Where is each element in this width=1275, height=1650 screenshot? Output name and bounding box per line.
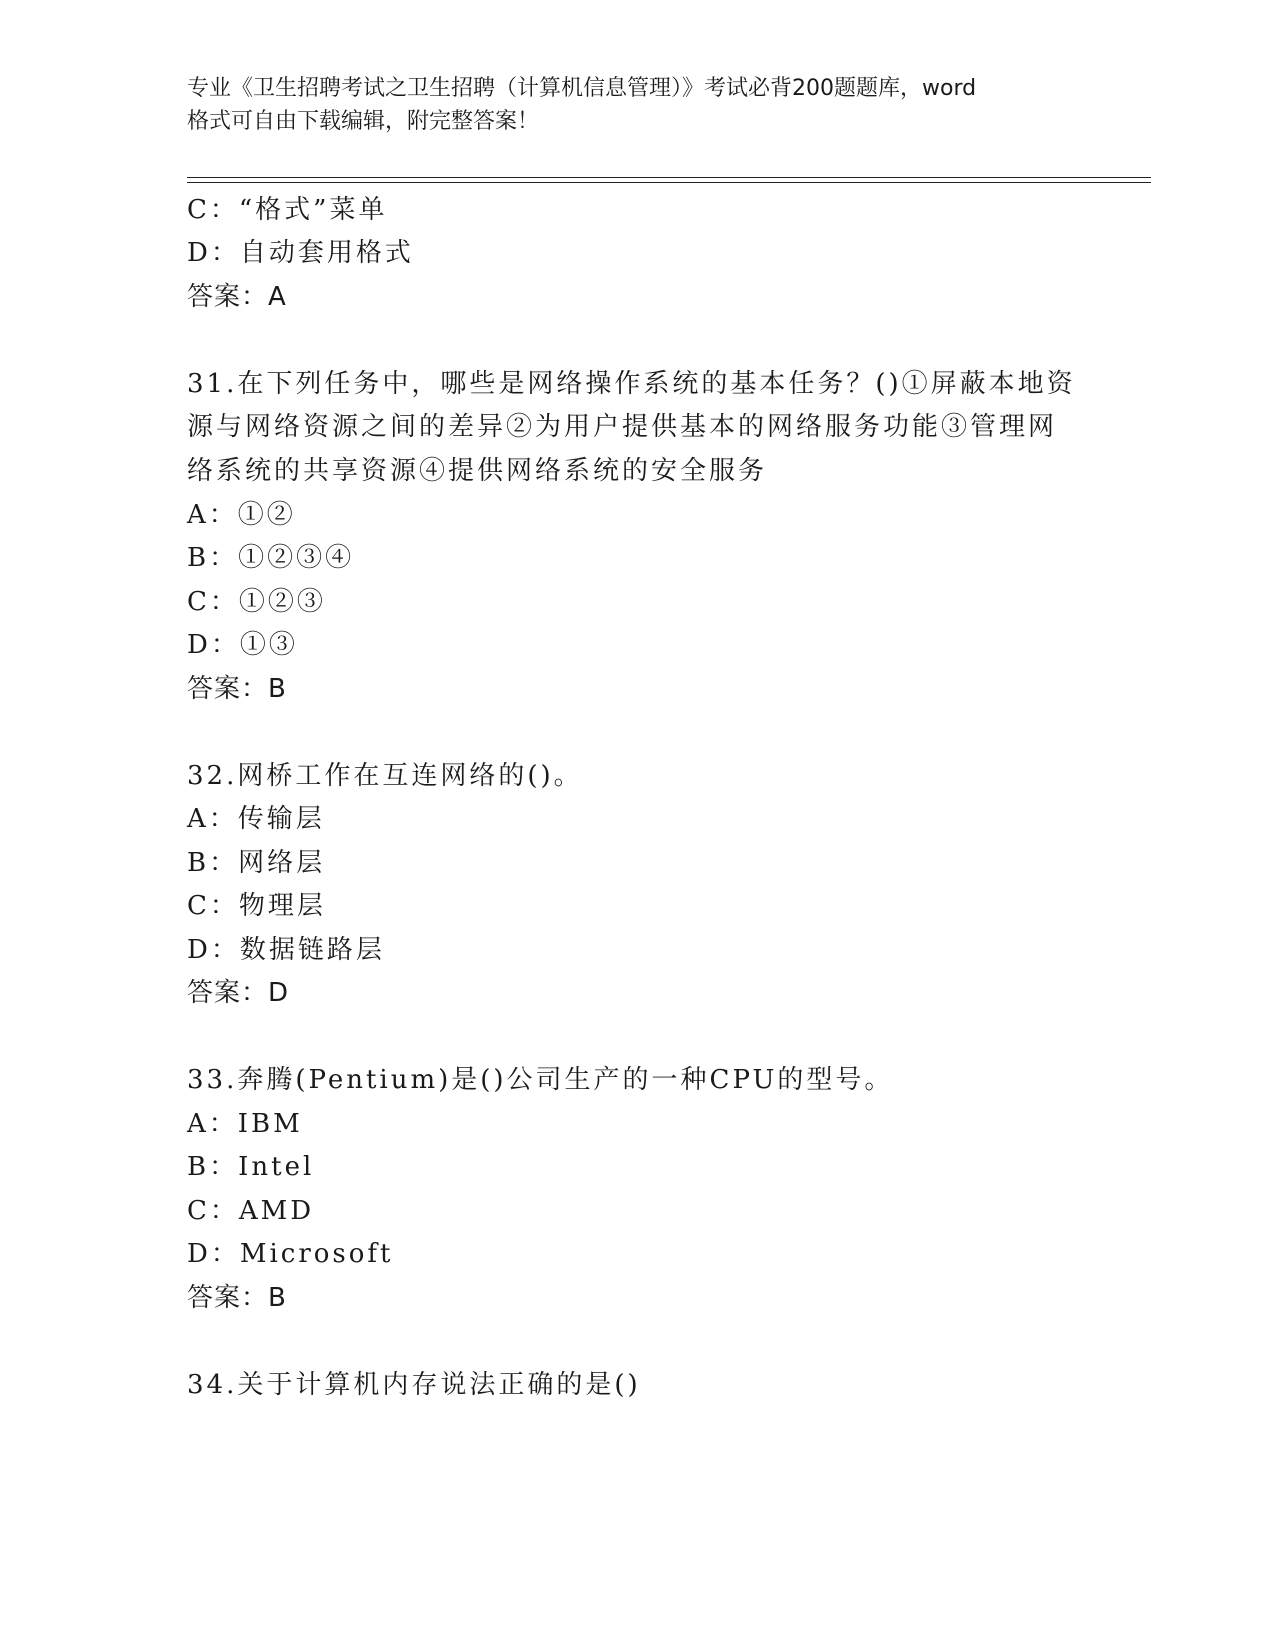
q31-option-a: A：①② [187, 500, 296, 530]
header-title-line2: 格式可自由下载编辑，附完整答案！ [187, 109, 540, 134]
q31-question-line1: 31.在下列任务中，哪些是网络操作系统的基本任务？()①屏蔽本地资 [187, 369, 1076, 399]
q32-option-c: C：物理层 [187, 891, 326, 921]
q32-question: 32.网桥工作在互连网络的()。 [187, 761, 583, 791]
q30-answer: 答案：A [187, 282, 287, 312]
q31-answer: 答案：B [187, 674, 287, 704]
q32-answer: 答案：D [187, 978, 290, 1008]
header-divider-top [187, 177, 1151, 178]
header-title-line1: 专业《卫生招聘考试之卫生招聘（计算机信息管理）》考试必背200题题库，word [187, 76, 977, 101]
q31-option-b: B：①②③④ [187, 543, 355, 573]
q33-question: 33.奔腾(Pentium)是()公司生产的一种CPU的型号。 [187, 1065, 894, 1095]
q31-option-c: C：①②③ [187, 587, 326, 617]
q33-option-b: B：Intel [187, 1152, 315, 1182]
q33-answer: 答案：B [187, 1283, 287, 1313]
q32-option-b: B：网络层 [187, 848, 326, 878]
q34-question: 34.关于计算机内存说法正确的是() [187, 1370, 641, 1400]
q32-option-a: A：传输层 [187, 804, 325, 834]
header-divider-bottom [187, 182, 1151, 183]
q30-option-d: D：自动套用格式 [187, 238, 414, 268]
document-header [187, 72, 1087, 138]
q33-option-d: D：Microsoft [187, 1239, 394, 1269]
q32-option-d: D：数据链路层 [187, 935, 385, 965]
q31-question-line2: 源与网络资源之间的差异②为用户提供基本的网络服务功能③管理网 [187, 412, 1058, 442]
q30-option-c: C：“格式”菜单 [187, 195, 388, 225]
q33-option-a: A：IBM [187, 1109, 303, 1139]
q31-question-line3: 络系统的共享资源④提供网络系统的安全服务 [187, 456, 768, 486]
q33-option-c: C：AMD [187, 1196, 315, 1226]
q31-option-d: D：①③ [187, 630, 298, 660]
